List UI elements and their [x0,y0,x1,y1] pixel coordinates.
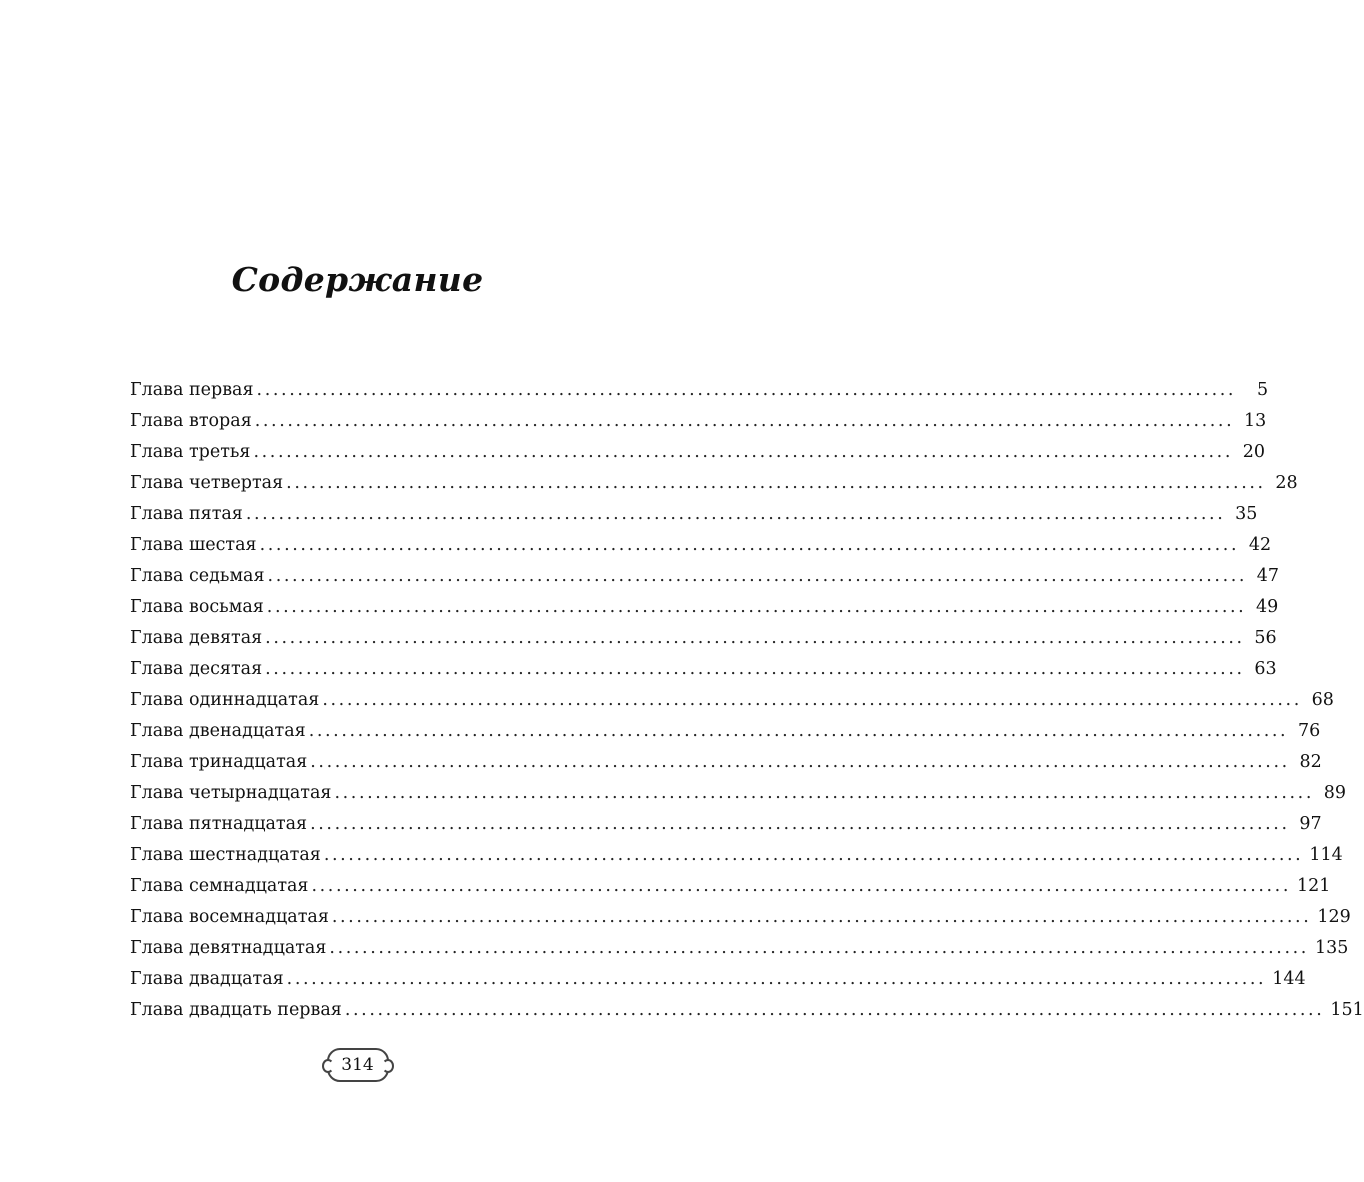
toc-entry-page: 89 [1323,783,1346,803]
toc-entry-title: Глава седьмая [130,566,265,586]
toc-entry-page: 63 [1254,659,1277,679]
toc-entry-title: Глава четвертая [130,473,284,493]
toc-entry-page: 135 [1314,938,1349,958]
toc-entry-page: 47 [1256,566,1280,586]
toc-entry-page: 76 [1297,721,1321,741]
dot-leader: ........................................................................................................................ [310,814,1290,834]
toc-entry-title: Глава тринадцатая [130,752,308,772]
toc-entry[interactable] [130,716,1321,747]
toc-entry[interactable] [130,840,1343,871]
toc-entry-page: 129 [1317,907,1351,927]
toc-entry-page: 144 [1272,969,1306,989]
toc-entry[interactable] [130,995,1364,1026]
dot-leader: ........................................................................................................................ [253,442,1234,462]
toc-entry[interactable] [130,654,1277,685]
toc-entry-title: Глава шестнадцатая [130,845,321,865]
toc-entry-page: 114 [1309,845,1343,865]
dot-leader: ........................................................................................................................ [259,535,1240,555]
toc-entry[interactable] [130,747,1322,778]
toc-entry-title: Глава восьмая [130,597,264,617]
toc-entry[interactable] [130,964,1306,995]
toc-entry-page: 68 [1311,690,1334,710]
toc-entry-title: Глава шестая [130,535,257,555]
toc-entry-title: Глава пятая [130,504,243,524]
toc-entry-title: Глава восемнадцатая [130,907,329,927]
toc-entry-page: 28 [1275,473,1298,493]
toc-entry[interactable] [130,933,1349,964]
dot-leader: ........................................................................................................................ [286,473,1266,493]
toc-entry-title: Глава девятнадцатая [130,938,327,958]
table-of-contents [130,375,1364,1026]
dot-leader: ........................................................................................................................ [265,659,1245,679]
toc-entry-title: Глава девятая [130,628,263,648]
toc-entry[interactable] [130,778,1346,809]
dot-leader: ........................................................................................................................ [323,845,1304,865]
toc-entry-page: 49 [1256,597,1279,617]
toc-entry[interactable] [130,809,1322,840]
toc-entry-title: Глава двадцатая [130,969,284,989]
dot-leader: ........................................................................................................................ [311,876,1292,896]
toc-entry[interactable] [130,499,1258,530]
toc-entry[interactable] [130,468,1298,499]
dot-leader: ........................................................................................................................ [254,411,1235,431]
dot-leader: ........................................................................................................................ [331,907,1312,927]
toc-entry[interactable] [130,406,1267,437]
toc-entry-title: Глава десятая [130,659,263,679]
toc-entry-title: Глава третья [130,442,251,462]
toc-entry[interactable] [130,375,1269,406]
toc-entry-page: 82 [1299,752,1322,772]
toc-entry[interactable] [130,902,1351,933]
dot-leader: ........................................................................................................................ [266,597,1247,617]
toc-entry-page: 56 [1254,628,1277,648]
dot-leader: ........................................................................................................................ [245,504,1226,524]
toc-entry[interactable] [130,685,1334,716]
toc-entry[interactable] [130,592,1279,623]
dot-leader: ........................................................................................................................ [256,380,1237,400]
toc-entry-page: 121 [1297,876,1331,896]
toc-entry-page: 5 [1256,380,1269,400]
toc-entry-page: 97 [1299,814,1322,834]
dot-leader: ........................................................................................................................ [265,628,1245,648]
toc-entry-title: Глава первая [130,380,254,400]
toc-entry-title: Глава двенадцатая [130,721,306,741]
dot-leader: ........................................................................................................................ [308,721,1289,741]
dot-leader: ........................................................................................................................ [267,566,1248,586]
toc-entry[interactable] [130,871,1331,902]
toc-entry-title: Глава четырнадцатая [130,783,332,803]
dot-leader: ........................................................................................................................ [310,752,1290,772]
dot-leader: ........................................................................................................................ [286,969,1267,989]
page-number-frame [327,1048,389,1082]
toc-entry-page: 13 [1243,411,1267,431]
toc-entry-page: 151 [1330,1000,1364,1020]
page-number-ornament [0,1048,715,1082]
toc-entry-title: Глава пятнадцатая [130,814,308,834]
toc-entry[interactable] [130,623,1277,654]
toc-entry-title: Глава семнадцатая [130,876,309,896]
page-number: 314 [341,1055,374,1075]
toc-entry-page: 35 [1235,504,1258,524]
dot-leader: ........................................................................................................................ [344,1000,1325,1020]
toc-entry-title: Глава вторая [130,411,252,431]
toc-entry-page: 42 [1248,535,1272,555]
toc-entry[interactable] [130,530,1272,561]
toc-entry-title: Глава двадцать первая [130,1000,342,1020]
dot-leader: ........................................................................................................................ [329,938,1309,958]
page-title: Содержание [231,260,484,300]
toc-entry[interactable] [130,561,1280,592]
toc-entry-title: Глава одиннадцатая [130,690,320,710]
dot-leader: ........................................................................................................................ [334,783,1314,803]
dot-leader: ........................................................................................................................ [322,690,1302,710]
toc-entry[interactable] [130,437,1266,468]
toc-entry-page: 20 [1242,442,1266,462]
